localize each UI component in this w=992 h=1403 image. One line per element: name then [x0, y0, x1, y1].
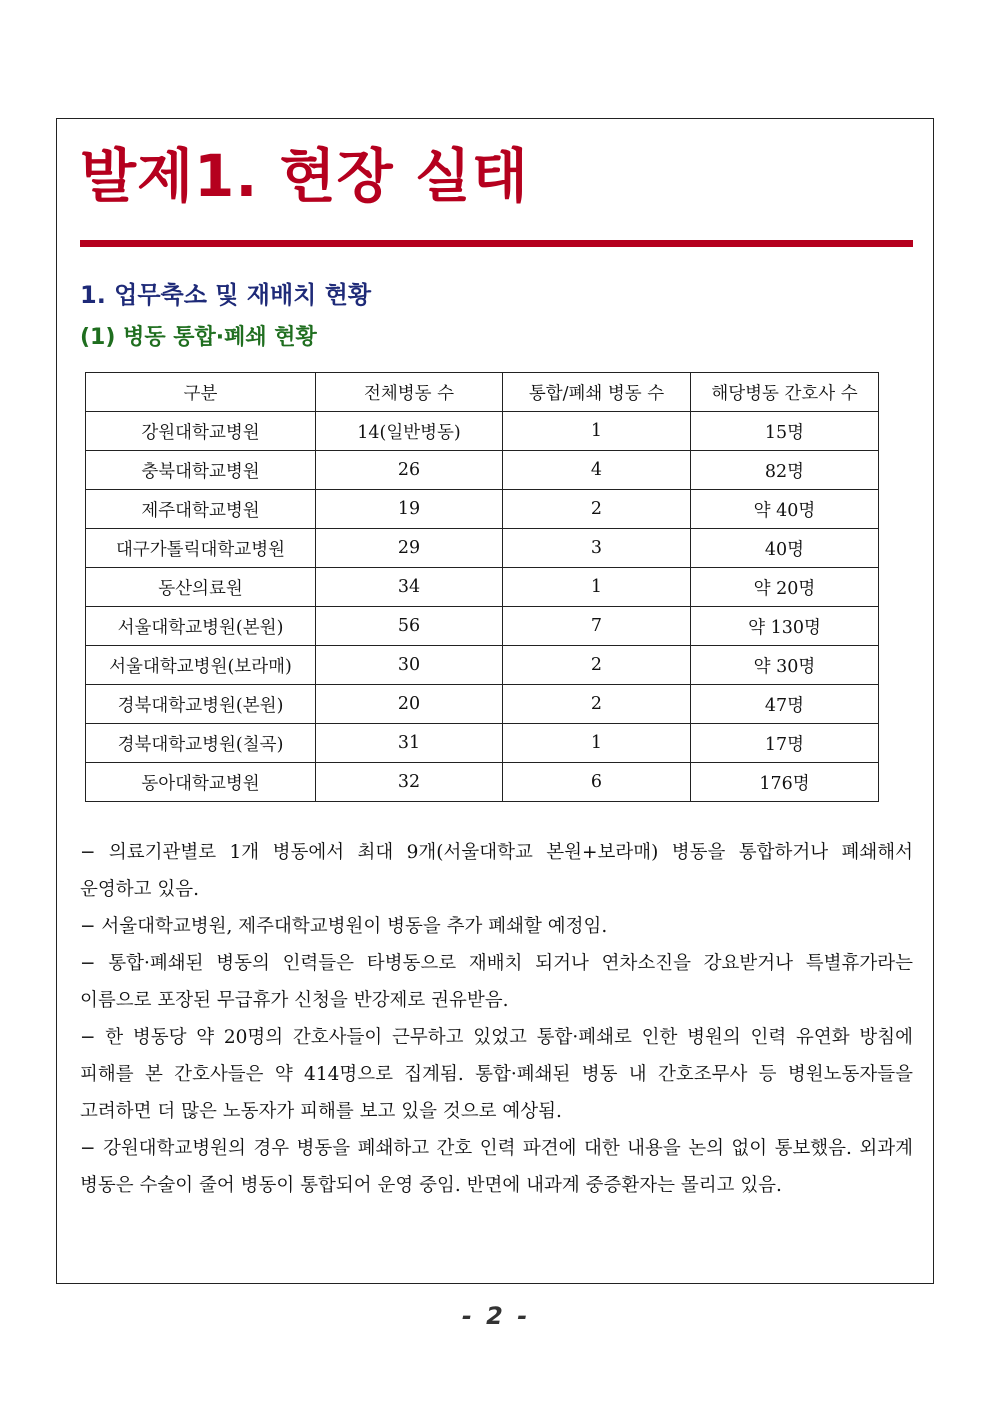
- notes-section: [80, 834, 913, 1204]
- total-wards-cell: 14(일반병동): [316, 412, 503, 451]
- title-divider: [80, 240, 913, 247]
- column-header: 해당병동 간호사 수: [691, 373, 879, 412]
- page-title: 발제1. 현장 실태: [80, 142, 529, 210]
- nurses-cell: 82명: [691, 451, 879, 490]
- nurses-cell: 47명: [691, 685, 879, 724]
- column-header: 전체병동 수: [316, 373, 503, 412]
- merged-wards-cell: 1: [503, 724, 691, 763]
- nurses-cell: 약 40명: [691, 490, 879, 529]
- nurses-cell: 15명: [691, 412, 879, 451]
- nurses-cell: 40명: [691, 529, 879, 568]
- nurses-cell: 약 30명: [691, 646, 879, 685]
- table-row: [86, 568, 879, 607]
- hospital-cell: 강원대학교병원: [86, 412, 316, 451]
- hospital-cell: 경북대학교병원(칠곡): [86, 724, 316, 763]
- hospital-cell: 서울대학교병원(본원): [86, 607, 316, 646]
- table-row: [86, 646, 879, 685]
- total-wards-cell: 20: [316, 685, 503, 724]
- table-header-row: [86, 373, 879, 412]
- table-row: [86, 451, 879, 490]
- total-wards-cell: 31: [316, 724, 503, 763]
- merged-wards-cell: 3: [503, 529, 691, 568]
- column-header: 통합/폐쇄 병동 수: [503, 373, 691, 412]
- merged-wards-cell: 6: [503, 763, 691, 802]
- merged-wards-cell: 2: [503, 490, 691, 529]
- table-row: [86, 685, 879, 724]
- note-paragraph: − 강원대학교병원의 경우 병동을 폐쇄하고 간호 인력 파견에 대한 내용을 논의 없이 통보했음. 외과계 병동은 수술이 줄어 병동이 통합되어 운영 중임. 반면에 내과계 중증환자는 몰리고 있음.: [80, 1138, 913, 1196]
- table-row: [86, 763, 879, 802]
- hospital-cell: 충북대학교병원: [86, 451, 316, 490]
- hospital-cell: 제주대학교병원: [86, 490, 316, 529]
- hospital-cell: 서울대학교병원(보라매): [86, 646, 316, 685]
- nurses-cell: 약 20명: [691, 568, 879, 607]
- note-paragraph: − 의료기관별로 1개 병동에서 최대 9개(서울대학교 본원+보라매) 병동을 통합하거나 폐쇄해서 운영하고 있음.: [80, 842, 913, 900]
- merged-wards-cell: 2: [503, 646, 691, 685]
- merged-wards-cell: 4: [503, 451, 691, 490]
- hospital-cell: 동아대학교병원: [86, 763, 316, 802]
- table-row: [86, 607, 879, 646]
- merged-wards-cell: 2: [503, 685, 691, 724]
- page-number: - 2 -: [461, 1302, 531, 1330]
- nurses-cell: 176명: [691, 763, 879, 802]
- total-wards-cell: 26: [316, 451, 503, 490]
- total-wards-cell: 34: [316, 568, 503, 607]
- merged-wards-cell: 1: [503, 568, 691, 607]
- nurses-cell: 17명: [691, 724, 879, 763]
- merged-wards-cell: 1: [503, 412, 691, 451]
- note-paragraph: − 한 병동당 약 20명의 간호사들이 근무하고 있었고 통합·폐쇄로 인한 병원의 인력 유연화 방침에 피해를 본 간호사들은 약 414명으로 집계됨. 통합·폐쇄된 병동 내 간호조무사 등 병원노동자들을 고려하면 더 많은 노동자가 피해를 보고 있을 것으로 예상됨.: [80, 1027, 913, 1122]
- total-wards-cell: 30: [316, 646, 503, 685]
- note-paragraph: − 서울대학교병원, 제주대학교병원이 병동을 추가 폐쇄할 예정임.: [80, 916, 608, 937]
- table-row: [86, 412, 879, 451]
- hospital-cell: 대구가톨릭대학교병원: [86, 529, 316, 568]
- column-header: 구분: [86, 373, 316, 412]
- merged-wards-cell: 7: [503, 607, 691, 646]
- total-wards-cell: 32: [316, 763, 503, 802]
- nurses-cell: 약 130명: [691, 607, 879, 646]
- hospital-cell: 동산의료원: [86, 568, 316, 607]
- hospital-cell: 경북대학교병원(본원): [86, 685, 316, 724]
- total-wards-cell: 56: [316, 607, 503, 646]
- note-paragraph: − 통합·폐쇄된 병동의 인력들은 타병동으로 재배치 되거나 연차소진을 강요받거나 특별휴가라는 이름으로 포장된 무급휴가 신청을 반강제로 권유받음.: [80, 953, 913, 1011]
- table-row: [86, 724, 879, 763]
- ward-status-table: [85, 372, 879, 802]
- table-row: [86, 490, 879, 529]
- total-wards-cell: 19: [316, 490, 503, 529]
- total-wards-cell: 29: [316, 529, 503, 568]
- section-heading: 1. 업무축소 및 재배치 현황: [80, 281, 372, 309]
- table-row: [86, 529, 879, 568]
- subsection-heading: (1) 병동 통합·폐쇄 현황: [80, 325, 317, 350]
